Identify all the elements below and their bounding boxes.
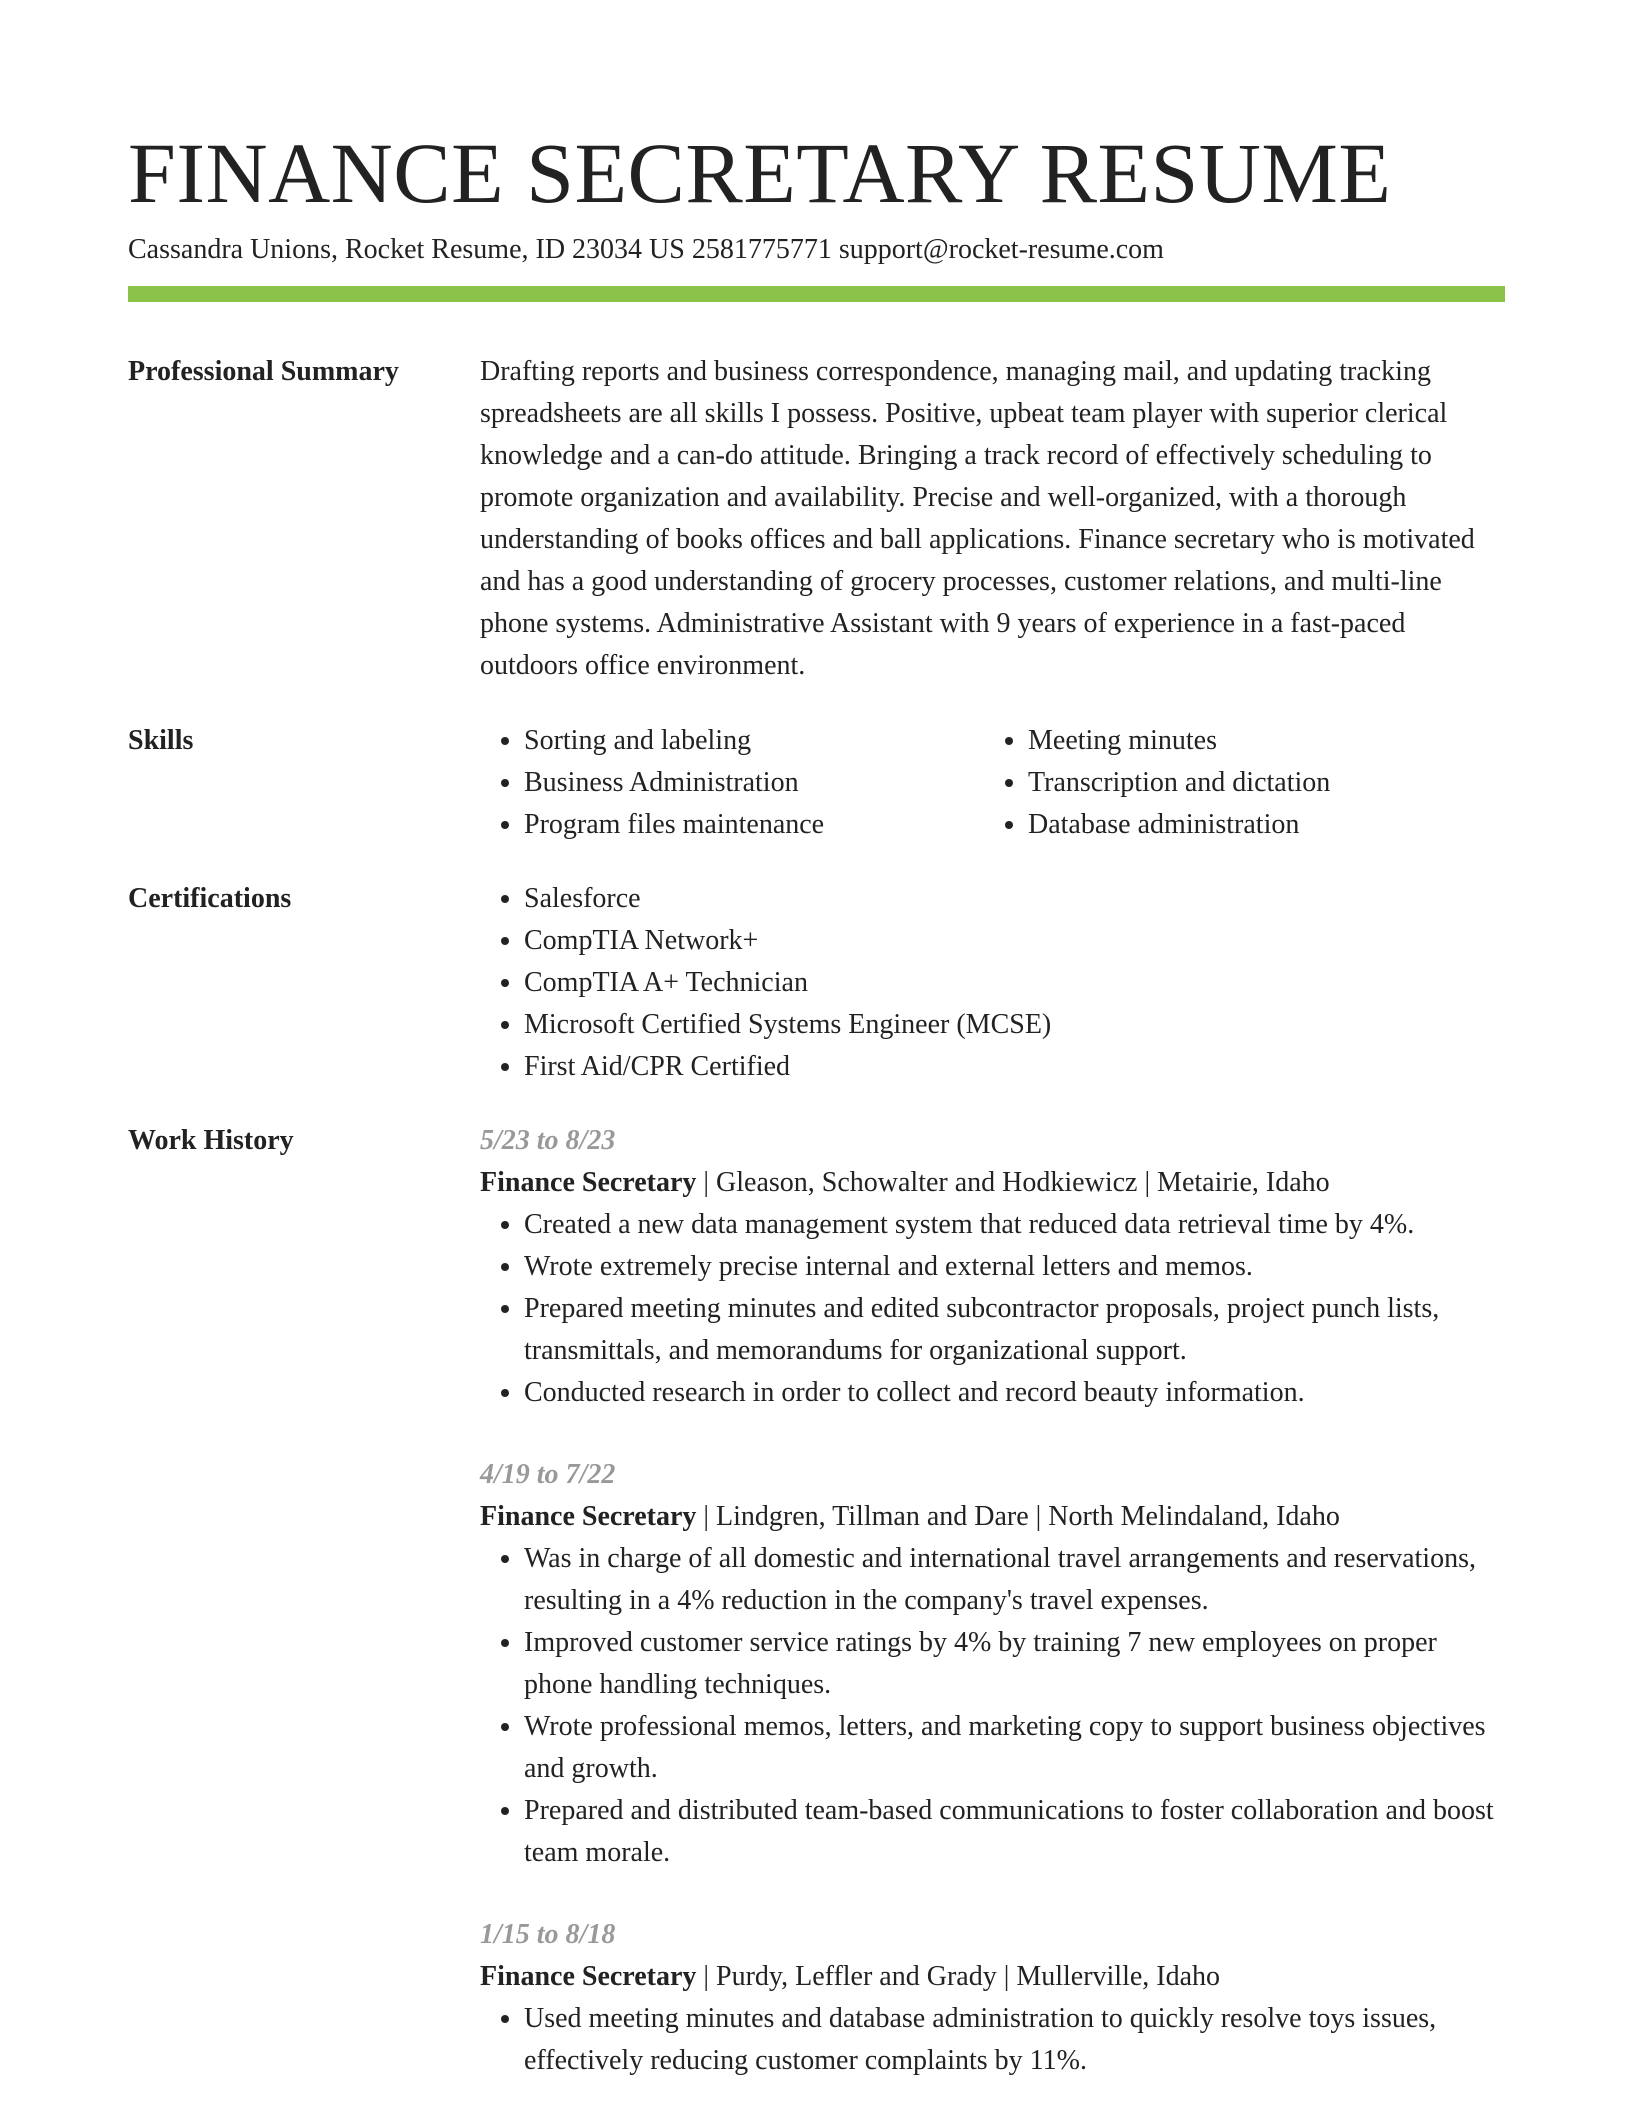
skill-item: • Database administration [1028,804,1533,846]
skills-content [480,720,1505,846]
job-bullet: • Prepared and distributed team-based communications to foster collaboration and boost team morale. [524,1790,1505,1874]
job-bullet: • Wrote extremely precise internal and external letters and memos. [524,1246,1505,1288]
job-details: | Lindgren, Tillman and Dare | North Melindaland, Idaho [696,1501,1340,1532]
job-heading [480,1162,1505,1204]
certifications-heading: Certifications [128,883,292,914]
certification-item: • CompTIA A+ Technician [524,962,1505,1004]
job-bullets [480,1538,1505,1874]
skill-item: • Program files maintenance [524,804,984,846]
job-bullet: • Conducted research in order to collect and record beauty information. [524,1372,1505,1414]
contact-line: Cassandra Unions, Rocket Resume, ID 23034 US 2581775771 support@rocket-resume.com [128,234,1164,265]
job-bullet: • Improved customer service ratings by 4% by training 7 new employees on proper phone handling techniques. [524,1622,1505,1706]
skills-heading: Skills [128,725,194,756]
certification-item: • First Aid/CPR Certified [524,1046,1505,1088]
certification-item: • CompTIA Network+ [524,920,1505,962]
resume-title: FINANCE SECRETARY RESUME [128,125,1392,221]
skill-item: • Sorting and labeling [524,720,984,762]
work-history-content [480,1120,1505,2122]
certifications-content [480,878,1505,1088]
job-bullet: • Was in charge of all domestic and international travel arrangements and reservations, resulting in a 4% reduction in the company's travel expenses. [524,1538,1505,1622]
job-details: | Gleason, Schowalter and Hodkiewicz | Metairie, Idaho [696,1167,1330,1198]
job-entry [480,1454,1505,1874]
summary-text: Drafting reports and business correspondence, managing mail, and updating tracking spreadsheets are all skills I possess. Positive, upbeat team player with superior clerical knowledge and a can-do attitude. Bringing a track record of effectively scheduling to promote organization and availability. Precise and well-organized, with a thorough understanding of books offices and ball applications. Finance secretary who is motivated and has a good understanding of grocery processes, customer relations, and multi-line phone systems. Administrative Assistant with 9 years of experience in a fast-paced outdoors office environment. [480,356,1475,681]
job-title: Finance Secretary [480,1961,697,1992]
job-heading [480,1956,1505,1998]
job-bullet: • Prepared meeting minutes and edited subcontractor proposals, project punch lists, transmittals, and memorandums for organizational support. [524,1288,1505,1372]
summary-heading: Professional Summary [128,356,399,387]
work-history-heading: Work History [128,1125,294,1156]
certification-item: • Salesforce [524,878,1505,920]
job-bullet: • Used meeting minutes and database administration to quickly resolve toys issues, effectively reducing customer complaints by 11%. [524,1998,1505,2082]
certification-item: • Microsoft Certified Systems Engineer (MCSE) [524,1004,1505,1046]
accent-divider [128,286,1505,302]
certifications-list [480,878,1505,1088]
job-bullets [480,1998,1505,2082]
job-bullet: • Wrote professional memos, letters, and marketing copy to support business objectives and growth. [524,1706,1505,1790]
job-entry [480,1120,1505,1414]
skills-list-right [984,720,1533,846]
skills-list-left [480,720,984,846]
job-details: | Purdy, Leffler and Grady | Mullerville, Idaho [696,1961,1221,1992]
job-heading [480,1496,1505,1538]
job-dates: 1/15 to 8/18 [480,1919,616,1950]
job-bullet: • Created a new data management system that reduced data retrieval time by 4%. [524,1204,1505,1246]
skill-item: • Transcription and dictation [1028,762,1533,804]
skill-item: • Business Administration [524,762,984,804]
job-title: Finance Secretary [480,1167,697,1198]
job-entry [480,1914,1505,2082]
job-bullets [480,1204,1505,1414]
job-dates: 4/19 to 7/22 [480,1459,616,1490]
summary-content [480,351,1505,687]
job-title: Finance Secretary [480,1501,697,1532]
job-dates: 5/23 to 8/23 [480,1125,616,1156]
skill-item: • Meeting minutes [1028,720,1533,762]
